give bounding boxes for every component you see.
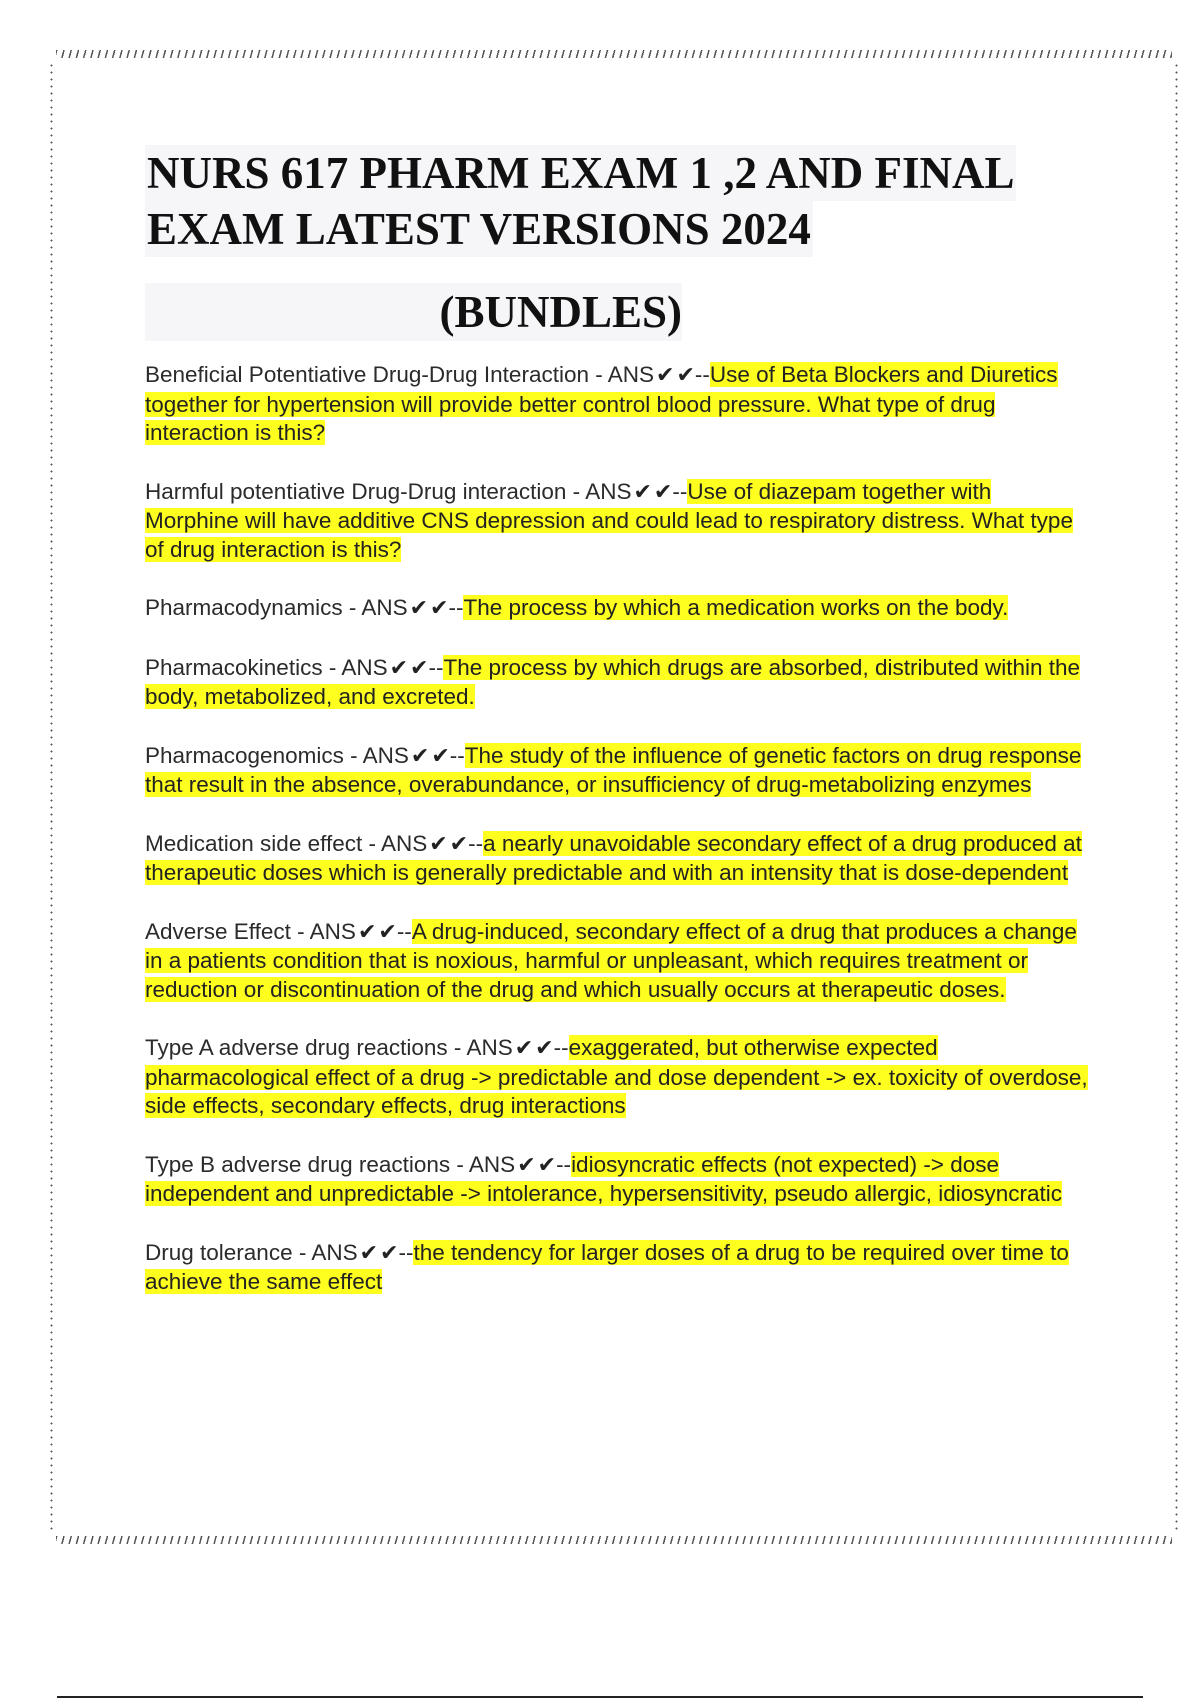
entry-answer-highlight: The study of the influence of genetic factors on drug response that result in the absence, overabundance, or insufficiency of drug-metabolizing enzymes	[145, 742, 1082, 797]
checkmark-icon: ✔	[409, 596, 429, 621]
entry-term: Drug tolerance -	[145, 1239, 312, 1265]
ans-label: ANS	[468, 1151, 516, 1177]
qa-entry	[145, 594, 1090, 624]
entry-answer-highlight: idiosyncratic effects (not expected) -> dose independent and unpredictable -> intolerance, hypersensitivity, pseudo allergic, idiosyncratic	[145, 1151, 1063, 1206]
checkmark-icon: ✔	[537, 1152, 557, 1178]
entry-answer-highlight: Use of diazepam together with Morphine will have additive CNS depression and could lead to respiratory distress. What type of drug interaction is this?	[145, 478, 1073, 562]
entry-term: Pharmacogenomics -	[145, 742, 363, 768]
entry-answer-highlight: A drug-induced, secondary effect of a drug that produces a change in a patients condition that is noxious, harmful or unpleasant, which requires treatment or reduction or discontinuation of the drug and which usually occurs at therapeutic doses.	[145, 918, 1077, 1002]
entry-term: Harmful potentiative Drug-Drug interaction -	[145, 478, 586, 504]
checkmark-icon: ✔	[449, 831, 469, 857]
footer-rule	[57, 1696, 1143, 1698]
entry-answer-highlight: The process by which drugs are absorbed, distributed within the body, metabolized, and excreted.	[145, 654, 1081, 709]
ans-label: ANS	[309, 918, 356, 944]
qa-list	[145, 361, 1090, 1297]
title-line-1: NURS 617 PHARM EXAM 1 ,2 AND FINAL	[145, 145, 1016, 201]
checkmark-icon: ✔	[656, 363, 675, 388]
checkmark-icon: ✔	[535, 1036, 554, 1061]
entry-answer-highlight: exaggerated, but otherwise expected pharmacological effect of a drug -> predictable and dose dependent -> ex. toxicity of overdose, side effects, secondary effects, drug interactions	[145, 1035, 1088, 1118]
entry-term: Medication side effect -	[145, 830, 381, 856]
qa-entry	[145, 1034, 1090, 1121]
ans-label: ANS	[607, 362, 654, 387]
entry-term: Type A adverse drug reactions -	[145, 1035, 467, 1060]
qa-entry	[145, 742, 1090, 800]
entry-answer-highlight: The process by which a medication works on the body.	[463, 595, 1009, 620]
qa-entry	[145, 918, 1090, 1005]
document-subtitle: (BUNDLES)	[439, 287, 682, 337]
ans-label: ANS	[380, 830, 428, 856]
separator-dashes: --	[556, 1151, 572, 1177]
document-title	[145, 145, 1090, 257]
qa-entry	[145, 1151, 1090, 1209]
qa-entry	[145, 830, 1090, 888]
entry-term: Pharmacodynamics -	[145, 595, 362, 620]
entry-term: Type B adverse drug reactions -	[145, 1151, 469, 1177]
checkmark-icon: ✔	[378, 919, 397, 945]
page-border-left	[50, 62, 53, 1532]
qa-entry	[145, 478, 1090, 565]
checkmark-icon: ✔	[359, 1240, 379, 1266]
checkmark-icon: ✔	[514, 1036, 534, 1061]
qa-entry	[145, 1239, 1090, 1297]
entry-term: Adverse Effect -	[145, 918, 310, 944]
checkmark-icon: ✔	[633, 479, 652, 505]
page-border-right	[1175, 62, 1178, 1532]
entry-answer-highlight: the tendency for larger doses of a drug to be required over time to achieve the same effect	[145, 1239, 1069, 1294]
ans-label: ANS	[311, 1239, 358, 1265]
qa-entry	[145, 361, 1090, 448]
separator-dashes: --	[449, 742, 465, 768]
separator-dashes: --	[396, 918, 412, 944]
separator-dashes: --	[428, 654, 444, 680]
checkmark-icon: ✔	[357, 919, 377, 945]
checkmark-icon: ✔	[389, 655, 409, 681]
separator-dashes: --	[468, 830, 484, 856]
checkmark-icon: ✔	[517, 1152, 536, 1178]
separator-dashes: --	[694, 362, 710, 387]
checkmark-icon: ✔	[410, 655, 429, 681]
separator-dashes: --	[672, 478, 688, 504]
entry-term: Pharmacokinetics -	[145, 654, 342, 680]
title-line-2: EXAM LATEST VERSIONS 2024	[145, 201, 813, 257]
document-body	[145, 145, 1090, 1327]
checkmark-icon: ✔	[653, 479, 673, 505]
entry-answer-highlight: Use of Beta Blockers and Diuretics together for hypertension will provide better control blood pressure. What type of drug interaction is this?	[145, 362, 1058, 445]
ans-label: ANS	[585, 478, 632, 504]
checkmark-icon: ✔	[676, 363, 695, 388]
page-border-bottom	[56, 1536, 1172, 1544]
checkmark-icon: ✔	[431, 743, 450, 769]
checkmark-icon: ✔	[380, 1240, 399, 1266]
entry-answer-highlight: a nearly unavoidable secondary effect of a drug produced at therapeutic doses which is generally predictable and with an intensity that is dose-dependent	[145, 830, 1082, 885]
ans-label: ANS	[466, 1035, 513, 1060]
checkmark-icon: ✔	[410, 743, 430, 769]
qa-entry	[145, 654, 1090, 712]
page-border-top	[56, 50, 1172, 58]
subtitle-box	[145, 283, 682, 341]
ans-label: ANS	[341, 654, 388, 680]
separator-dashes: --	[553, 1035, 569, 1060]
entry-term: Beneficial Potentiative Drug-Drug Interaction -	[145, 362, 608, 387]
checkmark-icon: ✔	[429, 831, 448, 857]
separator-dashes: --	[448, 595, 464, 620]
ans-label: ANS	[361, 595, 408, 620]
ans-label: ANS	[362, 742, 409, 768]
separator-dashes: --	[398, 1239, 414, 1265]
checkmark-icon: ✔	[430, 596, 449, 621]
